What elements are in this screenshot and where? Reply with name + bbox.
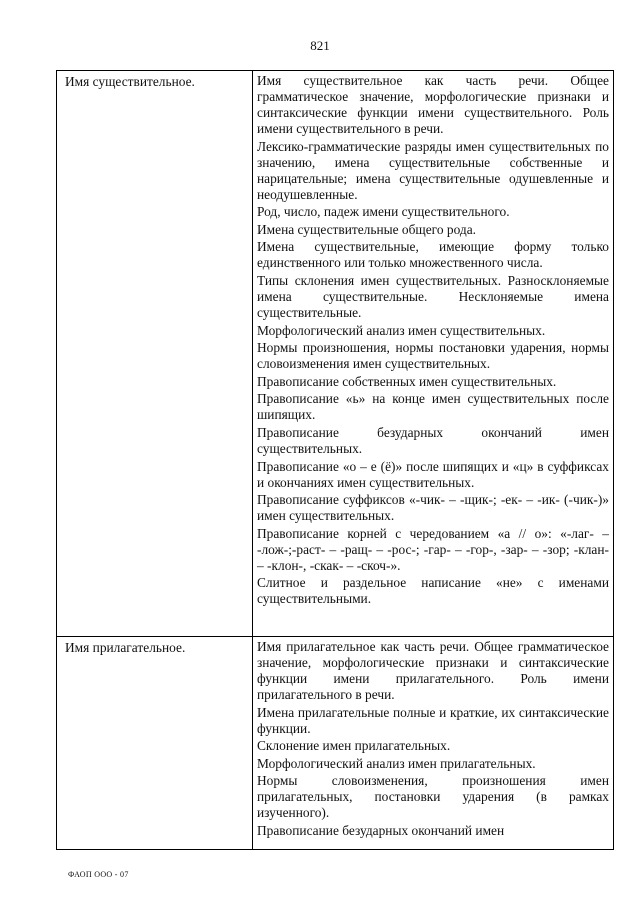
content-paragraph: Род, число, падеж имени существительного. <box>257 204 510 220</box>
content-paragraph: Имя прилагательное как часть речи. Общее грамматическое значение, морфологические признаки и синтаксические функции имени прилагательного. Роль имени прилагательного в речи. <box>257 639 609 702</box>
syllabus-table <box>56 70 614 850</box>
content-paragraph: Правописание безударных окончаний имен существительных. <box>257 424 609 456</box>
table-row <box>57 637 614 850</box>
topic-label: Имя прилагательное. <box>65 640 186 655</box>
content-paragraph: Правописание «ь» на конце имен существительных после шипящих. <box>257 391 609 423</box>
content-paragraph: Имена существительные общего рода. <box>257 221 476 237</box>
content-paragraph: Морфологический анализ имен прилагательных. <box>257 755 536 771</box>
topic-cell <box>57 71 253 637</box>
topic-label: Имя существительное. <box>65 74 195 89</box>
table-row <box>57 71 614 637</box>
content-paragraph: Склонение имен прилагательных. <box>257 738 451 754</box>
content-paragraph: Правописание «о – е (ё)» после шипящих и «ц» в суффиксах и окончаниях имен существительных. <box>257 458 609 490</box>
topic-cell <box>57 637 253 850</box>
content-paragraph: Типы склонения имен существительных. Разносклоняемые имена существительные. Несклоняемые имена существительные. <box>257 272 609 320</box>
content-paragraph: Правописание собственных имен существительных. <box>257 373 557 389</box>
document-code: ФАОП ООО - 07 <box>68 870 129 879</box>
content-paragraph: Нормы словоизменения, произношения имен прилагательных, постановки ударения (в рамках изученного). <box>257 773 609 821</box>
content-paragraph: Морфологический анализ имен существительных. <box>257 322 546 338</box>
content-paragraph: Слитное и раздельное написание «не» с именами существительными. <box>257 575 609 607</box>
content-paragraph: Правописание суффиксов «-чик- – -щик-; -ек- – -ик- (-чик-)» имен существительных. <box>257 492 609 524</box>
page-number: 821 <box>310 38 330 53</box>
content-paragraph: Имена существительные, имеющие форму только единственного или только множественного числа. <box>257 239 609 271</box>
content-paragraph: Правописание безударных окончаний имен <box>257 822 505 838</box>
content-paragraph: Правописание корней с чередованием «а // о»: «-лаг- – -лож-;-раст- – -ращ- – -рос-; -гар- – -гор-, -зар- – -зор; -клан- – -клон-, -скак- – -скоч-». <box>257 525 609 573</box>
content-cell <box>253 71 614 637</box>
content-paragraph: Нормы произношения, нормы постановки ударения, нормы словоизменения имен существительных. <box>257 340 609 372</box>
content-paragraph: Имена прилагательные полные и краткие, их синтаксические функции. <box>257 704 609 736</box>
content-paragraph: Лексико-грамматические разряды имен существительных по значению, имена существительные собственные и нарицательные; имена существительные одушевленные и неодушевленные. <box>257 138 609 202</box>
content-cell <box>253 637 614 850</box>
content-paragraph: Имя существительное как часть речи. Общее грамматическое значение, морфологические признаки и синтаксические функции имени существительного. Роль имени существительного в речи. <box>257 73 609 136</box>
